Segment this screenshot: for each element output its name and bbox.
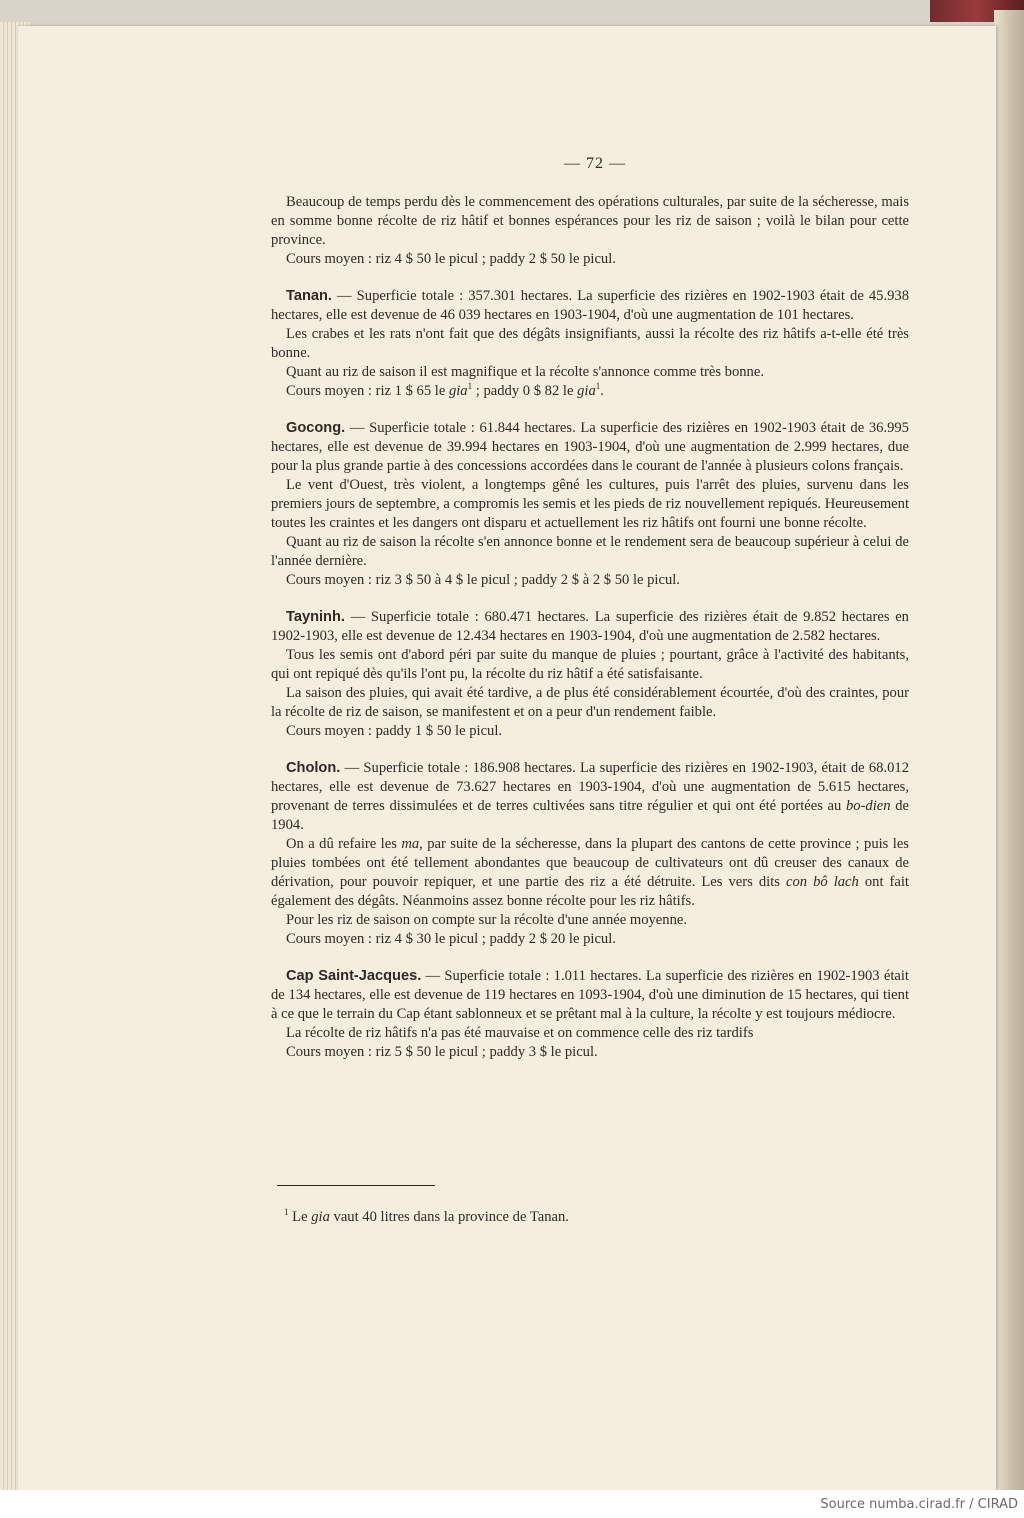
source-credit: Source numba.cirad.fr / CIRAD [820,1497,1018,1512]
province-name: Cap Saint-Jacques. [286,968,422,984]
gocong-summary [271,419,909,476]
tayninh-price: Cours moyen : paddy 1 $ 50 le picul. [286,723,503,739]
tanan-paragraph: Les crabes et les rats n'ont fait que des dégâts insignifiants, aussi la récolte des riz hâtifs a-t-elle été très bonne. [271,326,909,361]
cholon-surface-end: de 1904. [271,798,909,833]
cap-summary [271,967,909,1024]
cholon-text: , par suite de la sécheresse, dans la plupart des cantons de cette province ; puis les pluies tombées ont été tellement abondantes que beaucoup de cultivateurs ont dû creuser des canaux de dérivation, pour pouvoir repiquer, et une partie des riz a été détruite. Les vers dits [271,836,909,890]
section-gocong [271,419,909,590]
cap-surface-text: — Superficie totale : 1.011 hectares. La superficie des rizières en 1902-1903 était de 134 hectares, elle est devenue de 119 hectares en 1093-1904, d'où une diminution de 15 hectares, qui tient à ce que le terrain du Cap étant sablonneux et se prêtant mal à la culture, la récolte y est toujours médiocre. [271,968,909,1022]
intro-price: Cours moyen : riz 4 $ 50 le picul ; paddy 2 $ 50 le picul. [286,251,616,267]
cholon-paragraph [271,835,909,911]
gia-term: gia [577,383,596,399]
bo-dien-term: bo-dien [845,798,891,814]
section-cap-saint-jacques [271,967,909,1062]
tanan-price: Cours moyen : riz 1 $ 65 le gia$^1$ ; paddy 0 $ 82 le gia$^1$. [286,381,604,399]
footnote-text: Le [292,1209,308,1225]
cap-price: Cours moyen : riz 5 $ 50 le picul ; paddy 3 $ le picul. [286,1044,598,1060]
tanan-price-paddy: paddy 0 $ 82 le [483,383,574,399]
footnote-rule [277,1185,435,1186]
intro-paragraph: Beaucoup de temps perdu dès le commencement des opérations culturales, par suite de la sécheresse, mais en somme bonne récolte de riz hâtif et bonnes espérances pour les riz de saison ; voilà le bilan pour cette province. [271,194,909,248]
tayninh-paragraph: Tous les semis ont d'abord péri par suite du manque de pluies ; pourtant, grâce à l'activité des habitants, qui ont repiqué dès qu'ils l'ont pu, la récolte du riz hâtif a été satisfaisante. [271,647,909,682]
tayninh-summary [271,608,909,646]
footnote-ref: 1 [467,381,473,392]
cholon-summary [271,759,909,835]
gia-term: gia [448,383,468,399]
province-name: Tayninh. [286,609,345,625]
section-tanan [271,287,909,401]
province-name: Tanan. [286,288,332,304]
tayninh-surface-text: — Superficie totale : 680.471 hectares. La superficie des rizières était de 9.852 hectares en 1902-1903, elle est devenue de 12.434 hectares en 1903-1904, d'où une augmentation de 2.582 hectares. [271,609,909,644]
page-edge-right [994,10,1024,1490]
tanan-price-riz: Cours moyen : riz 1 $ 65 le [286,383,446,399]
section-cholon [271,759,909,949]
cholon-text: ont fait également des dégâts. Néanmoins assez bonne récolte pour les riz hâtifs. [271,874,909,909]
footnote-mark: 1 [284,1207,289,1218]
tayninh-paragraph: La saison des pluies, qui avait été tardive, a de plus été considérablement écourtée, d'où des craintes, pour la récolte de riz de saison, se manifestent et on a peur d'un rendement faible. [271,685,909,720]
footnote-ref: 1 [595,381,601,392]
tanan-summary [271,287,909,325]
page-text [271,154,909,1062]
gocong-paragraph: Le vent d'Ouest, très violent, a longtemps gêné les cultures, puis l'arrêt des pluies, survenu dans les premiers jours de septembre, a compromis les semis et les pieds de riz nouvellement repiqués. Heureusement toutes les craintes et les dangers ont disparu et actuellement les riz hâtifs ont fourni une bonne récolte. [271,477,909,531]
footnote [284,1208,569,1227]
tanan-paragraph: Quant au riz de saison il est magnifique et la récolte s'annonce comme très bonne. [286,364,764,380]
cholon-surface-text: — Superficie totale : 186.908 hectares. La superficie des rizières en 1902-1903, était de 68.012 hectares, elle est devenue de 73.627 hectares en 1903-1904, d'où une augmentation de 5.615 hectares, provenant de terres dissimulées et de terres cultivées sans titre régulier et qui ont été portées au [271,760,910,814]
footnote-text: vaut 40 litres dans la province de Tanan. [333,1209,569,1225]
cap-paragraph: La récolte de riz hâtifs n'a pas été mauvaise et on commence celle des riz tardifs [286,1025,754,1041]
gocong-surface-text: — Superficie totale : 61.844 hectares. La superficie des rizières en 1902-1903 était de 36.995 hectares, elle est devenue de 39.994 hectares en 1903-1904, d'où une augmentation de 2.999 hectares, due pour la plus grande partie à des concessions accordées dans le courant de l'année à plusieurs colons français. [271,420,909,474]
gocong-paragraph: Quant au riz de saison la récolte s'en annonce bonne et le rendement sera de beaucoup supérieur à celui de l'année dernière. [271,534,909,569]
gia-term: gia [311,1209,330,1225]
cholon-paragraph: Pour les riz de saison on compte sur la récolte d'une année moyenne. [286,912,687,928]
con-bo-lach-term: con bô lach [785,874,859,890]
section-tayninh [271,608,909,741]
province-name: Cholon. [286,760,341,776]
tanan-surface-text: — Superficie totale : 357.301 hectares. La superficie des rizières en 1902-1903 était de 45.938 hectares, elle est devenue de 46 039 hectares en 1903-1904, d'où une augmentation de 101 hectares. [271,288,909,323]
gocong-price: Cours moyen : riz 3 $ 50 à 4 $ le picul ; paddy 2 $ à 2 $ 50 le picul. [286,572,680,588]
province-name: Gocong. [286,420,346,436]
cholon-text: On a dû refaire les [286,836,397,852]
page-number: — 72 — [564,155,626,172]
cholon-price: Cours moyen : riz 4 $ 30 le picul ; paddy 2 $ 20 le picul. [286,931,616,947]
ma-term: ma [401,836,420,852]
